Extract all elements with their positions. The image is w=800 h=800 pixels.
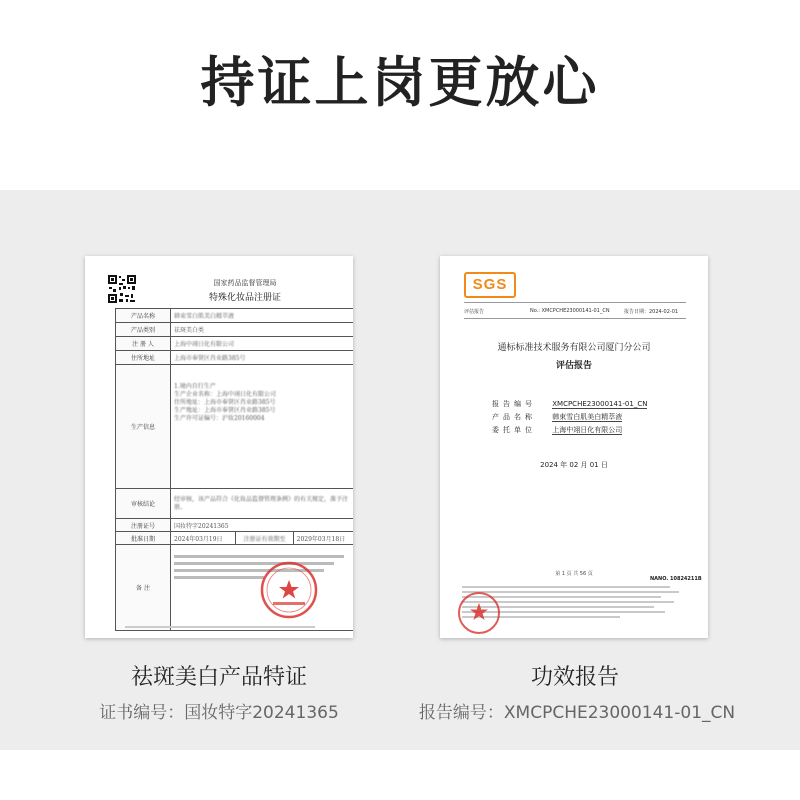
field-row — [492, 411, 647, 424]
table-row — [116, 323, 354, 337]
header-divider — [464, 302, 686, 303]
valid-until: 2029年03月18日 — [293, 532, 353, 545]
report-number-small: No.: XMCPCHE23000141-01_CN — [530, 308, 610, 314]
table-row — [116, 519, 354, 532]
row-value: 韩束雪白肌美白精萃液 — [171, 309, 354, 323]
report-number-caption: 报告编号：XMCPCHE23000141-01_CN — [418, 703, 736, 723]
subheader-divider — [464, 318, 686, 319]
row-key: 住所地址 — [116, 351, 171, 365]
registration-number: 国妆特字20241365 — [171, 519, 354, 532]
table-row — [116, 365, 354, 489]
report-date-small: 报告日期：2024-02-01 — [624, 309, 679, 315]
production-line: 住所地址：上海市奉贤区肖业路385号 — [174, 399, 276, 406]
report-title: 评估报告 — [555, 361, 592, 371]
row-key: 注册证号 — [116, 519, 171, 532]
report-date: 2024 年 02 月 01 日 — [540, 461, 608, 469]
qr-code-icon — [107, 274, 137, 304]
headline: 持证上岗更放心 — [200, 51, 600, 114]
row-key: 批准日期 — [116, 532, 171, 545]
certificate-issuer: 国家药品监督管理局 — [213, 279, 277, 287]
table-row — [116, 489, 354, 519]
table-row — [116, 309, 354, 323]
row-key: 审核结论 — [116, 489, 171, 519]
review-conclusion: 经审核，该产品符合《化妆品监督管理条例》的有关规定，准予注册。 — [171, 489, 354, 519]
row-key: 注 册 人 — [116, 337, 171, 351]
page-number: 第 1 页 共 56 页 — [555, 571, 593, 577]
field-key: 产品名称 — [492, 413, 536, 421]
registration-certificate — [85, 256, 353, 638]
row-key: 产品类别 — [116, 323, 171, 337]
certificate-title: 特殊化妆品注册证 — [208, 293, 281, 303]
production-line: 生产地址：上海市奉贤区肖业路385号 — [174, 407, 276, 414]
row-value: 祛斑美白类 — [171, 323, 354, 337]
row-value: 上海市奉贤区肖业路385号 — [171, 351, 354, 365]
certificate-number-caption: 证书编号：国妆特字20241365 — [99, 703, 339, 723]
field-row — [492, 398, 647, 411]
production-line: 生产企业名称：上海中翊日化有限公司 — [174, 391, 277, 398]
row-key: 生产信息 — [116, 365, 171, 489]
field-value: 上海中翊日化有限公司 — [552, 426, 623, 434]
sgs-evaluation-report — [440, 256, 708, 638]
field-key: 委托单位 — [492, 426, 536, 434]
right-caption: 功效报告 — [530, 665, 619, 690]
field-value: XMCPCHE23000141-01_CN — [552, 400, 648, 408]
report-seal-icon — [456, 590, 502, 636]
row-key: 产品名称 — [116, 309, 171, 323]
row-key: 备 注 — [116, 545, 171, 631]
table-row — [116, 337, 354, 351]
production-info — [171, 365, 354, 489]
report-fields — [492, 398, 647, 437]
table-row — [116, 532, 354, 545]
issuing-organization: 通标标准技术服务有限公司厦门分公司 — [497, 343, 651, 353]
approval-date: 2024年03月19日 — [171, 532, 236, 545]
production-line: 1.境内自行生产 — [174, 383, 216, 390]
sgs-logo-icon: SGS — [464, 272, 516, 298]
table-row — [116, 351, 354, 365]
report-type-small: 评估报告 — [464, 309, 485, 315]
production-line: 生产许可证编号：沪妆20160004 — [174, 415, 265, 422]
row-value: 上海中翊日化有限公司 — [171, 337, 354, 351]
field-key: 报告编号 — [492, 400, 536, 408]
document-code: NANO. 10824211B — [650, 576, 702, 582]
valid-key: 注册证有效期至 — [236, 532, 293, 545]
official-seal-icon — [259, 560, 319, 620]
field-row — [492, 424, 647, 437]
certificate-footer-text — [115, 624, 325, 630]
left-caption: 祛斑美白产品特证 — [130, 665, 307, 690]
field-value: 韩束雪白肌美白精萃液 — [552, 413, 623, 421]
